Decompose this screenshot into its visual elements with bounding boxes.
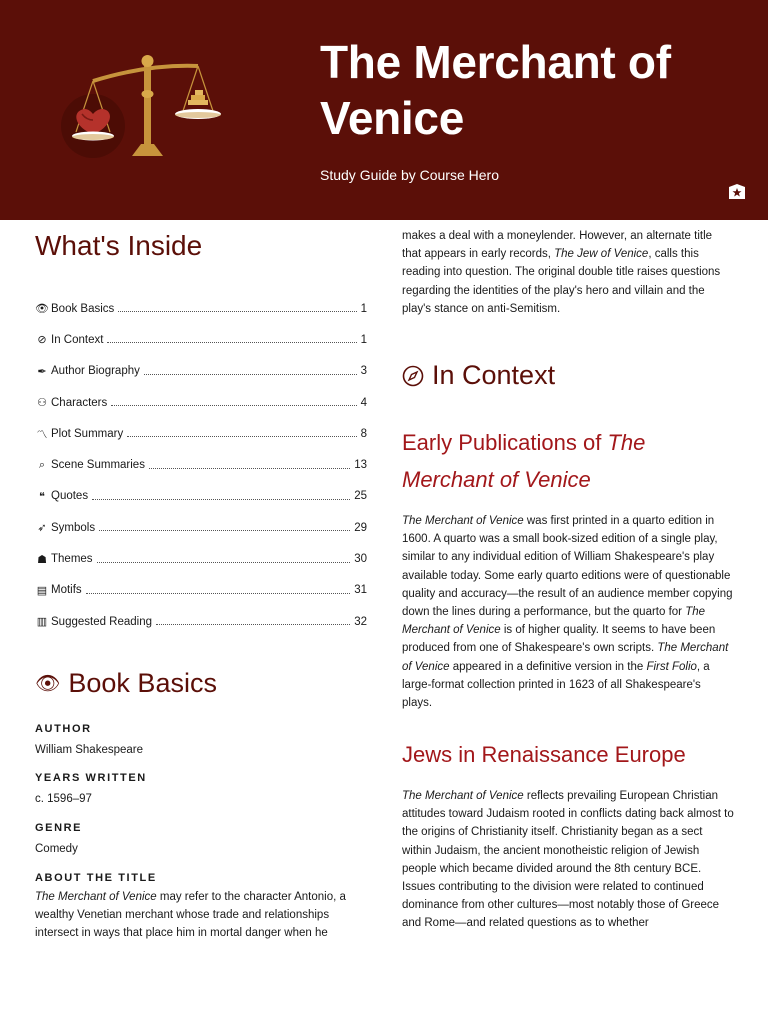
- text-run: makes a deal with a moneylender. However, an alternate title that appears in early records,: [402, 230, 713, 261]
- title-italic: The Merchant of Venice: [35, 891, 157, 903]
- plot-icon: 〽: [36, 428, 48, 441]
- toc-item-label: Motifs: [51, 584, 82, 597]
- about-title-continued: [402, 227, 734, 318]
- italic-run: The Merchant of Venice: [402, 790, 524, 802]
- toc-item-label: Scene Summaries: [51, 459, 145, 472]
- toc-item-page: 25: [354, 490, 367, 503]
- quote-icon: ❝: [39, 490, 45, 503]
- toc-item-label: Themes: [51, 553, 93, 566]
- toc-item-quotes[interactable]: [35, 481, 367, 512]
- toc-item-page: 31: [354, 584, 367, 597]
- leader-dots: [156, 624, 350, 625]
- toc-item-label: Characters: [51, 396, 108, 409]
- leader-dots: [118, 311, 356, 312]
- cover-header: [0, 0, 768, 220]
- toc-item-page: 13: [354, 459, 367, 472]
- text-run: appeared in a definitive version in the: [449, 660, 647, 673]
- document-title: The Merchant of Venice: [320, 36, 671, 144]
- toc-item-label: Quotes: [51, 490, 89, 503]
- toc-item-page: 1: [360, 333, 367, 346]
- toc-item-plot-summary[interactable]: [35, 418, 367, 449]
- leader-dots: [86, 593, 351, 594]
- motif-icon: ▤: [36, 584, 48, 597]
- italic-run: The Merchant of Venice: [402, 642, 729, 673]
- whats-inside-heading: What's Inside: [35, 230, 203, 261]
- course-hero-logo-icon: [728, 183, 746, 201]
- table-of-contents: [35, 293, 367, 637]
- text-run: Early Publications of: [402, 430, 608, 455]
- text-run: was first printed in a quarto edition in 1600. A quarto was a small book-sized edition of a single play, similar to any individual edition of William Shakespeare's play available today. Some early quarto editions were of questionable quality and accuracy—the result of an audience member copying down the lines during a performance, but the quarto for: [402, 515, 733, 619]
- toc-item-label: Book Basics: [51, 302, 115, 315]
- genre-value: Comedy: [35, 843, 78, 855]
- toc-item-page: 30: [354, 553, 367, 566]
- document-subtitle: Study Guide by Course Hero: [320, 167, 499, 183]
- book-basics-heading: [35, 668, 217, 699]
- leader-dots: [144, 374, 357, 375]
- text-run: reflects prevailing European Christian attitudes toward Judaism rooted in conflicts dating back almost to the origins of Christianity itself. Christianity began as a sect within Judaism, the ancient monotheistic religion of Jewish people which became divided around the 8th century BCE. Issues contributing to the division were related to continued dominance from other cultures—most notably those of Greece and Rome—and related questions as to whether: [402, 790, 734, 930]
- compass-icon: ⊘: [37, 334, 47, 347]
- toc-item-motifs[interactable]: [35, 575, 367, 606]
- italic-run: The Merchant of Venice: [402, 430, 646, 492]
- italic-run: The Merchant of Venice: [402, 515, 524, 527]
- toc-item-themes[interactable]: [35, 543, 367, 574]
- in-context-heading: [402, 360, 555, 391]
- book-basics-heading-text: Book Basics: [68, 668, 217, 698]
- toc-item-page: 1: [360, 302, 367, 315]
- toc-item-characters[interactable]: [35, 387, 367, 418]
- leader-dots: [149, 468, 350, 469]
- years-block: [35, 772, 365, 808]
- symbol-icon: ➶: [37, 522, 47, 535]
- toc-item-scene-summaries[interactable]: [35, 449, 367, 480]
- about-title-block: [35, 872, 365, 942]
- leader-dots: [92, 499, 350, 500]
- characters-icon: ⚇: [37, 397, 47, 410]
- toc-item-book-basics[interactable]: [35, 293, 367, 324]
- italic-run: First Folio: [646, 660, 697, 673]
- magnifier-icon: ⌕: [38, 458, 46, 471]
- toc-item-page: 32: [354, 615, 367, 628]
- leader-dots: [111, 405, 356, 406]
- text-run: , calls this reading into question. The original double title raises questions regarding the identities of the play's hero and villain and the play's stance on anti-Semitism.: [402, 248, 721, 315]
- about-title-body: may refer to the character Antonio, a wealthy Venetian merchant whose trade and relationships intersect in ways that place him in mortal danger when he: [35, 891, 346, 939]
- about-title-label: ABOUT THE TITLE: [35, 872, 157, 884]
- toc-item-page: 3: [360, 365, 367, 378]
- genre-label: GENRE: [35, 822, 83, 834]
- author-value: William Shakespeare: [35, 744, 144, 756]
- years-label: YEARS WRITTEN: [35, 772, 147, 784]
- compass-icon: [402, 365, 424, 387]
- toc-item-page: 4: [360, 396, 367, 409]
- toc-item-label: In Context: [51, 333, 104, 346]
- italic-run: The Merchant of Venice: [402, 606, 706, 637]
- pen-icon: ✒: [37, 365, 47, 378]
- jews-renaissance-paragraph: [402, 787, 734, 933]
- italic-run: The Jew of Venice: [554, 248, 649, 261]
- early-publications-heading: [402, 424, 742, 498]
- toc-item-author-biography[interactable]: [35, 356, 367, 387]
- eye-icon: 👁: [35, 303, 49, 316]
- genre-block: [35, 822, 365, 858]
- books-icon: ▥: [36, 616, 48, 629]
- text-run: is of higher quality. It seems to have been produced from one of Shakespeare's own scripts.: [402, 624, 716, 655]
- years-value: c. 1596–97: [35, 793, 92, 805]
- toc-item-page: 8: [360, 427, 367, 440]
- toc-item-label: Suggested Reading: [51, 615, 153, 628]
- about-title-text: [35, 888, 365, 942]
- author-block: [35, 723, 365, 759]
- leader-dots: [107, 342, 356, 343]
- text-run: , a large-format collection printed in 1623 of all Shakespeare's plays.: [402, 660, 710, 710]
- author-label: AUTHOR: [35, 723, 92, 735]
- toc-item-label: Symbols: [51, 521, 96, 534]
- jews-renaissance-heading: Jews in Renaissance Europe: [402, 742, 686, 767]
- early-publications-paragraph: [402, 512, 734, 712]
- toc-item-label: Author Biography: [51, 365, 140, 378]
- toc-item-label: Plot Summary: [51, 427, 124, 440]
- eye-icon: 👁: [35, 673, 61, 695]
- leader-dots: [99, 530, 350, 531]
- toc-item-symbols[interactable]: [35, 512, 367, 543]
- scales-of-justice-illustration: [48, 44, 248, 164]
- leader-dots: [97, 562, 351, 563]
- in-context-heading-text: In Context: [432, 360, 556, 390]
- toc-item-in-context[interactable]: [35, 324, 367, 355]
- masks-icon: ☗: [37, 553, 47, 566]
- leader-dots: [127, 436, 356, 437]
- toc-item-page: 29: [354, 521, 367, 534]
- toc-item-suggested-reading[interactable]: [35, 606, 367, 637]
